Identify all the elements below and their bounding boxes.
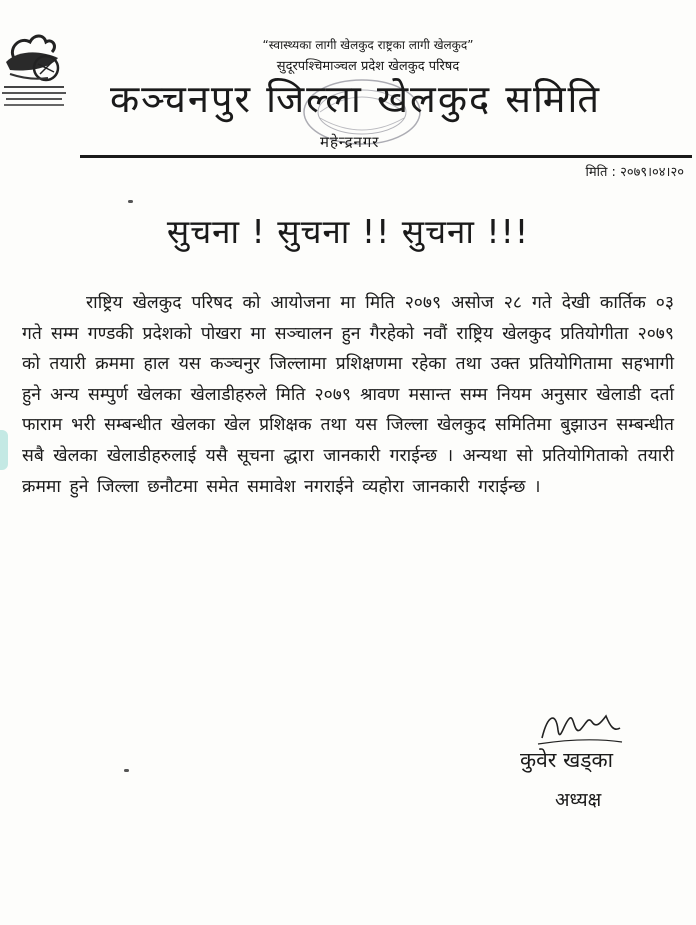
header-slogan: “स्वास्थ्यका लागी खेलकुद राष्ट्रका लागी खेलकुद” [262,38,474,52]
council-name: सुदूरपश्चिमाञ्चल प्रदेश खेलकुद परिषद [276,59,460,74]
notice-heading: सुचना ! सुचना !! सुचना !!! [166,212,530,251]
header-divider [80,155,692,158]
speck [128,200,133,203]
committee-title: कञ्चनपुर जिल्ला खेलकुद समिति [110,77,602,121]
edge-mark [0,430,8,470]
signatory-name: कुवेर खड्का [520,748,614,772]
notice-date: मिति : २०७९।०४।२० [585,165,684,180]
signatory-post: अध्यक्ष [555,789,602,811]
speck [124,769,129,772]
notice-body: राष्ट्रिय खेलकुद परिषद को आयोजना मा मिति २०७९ असोज २८ गते देखी कार्तिक ०३ गते सम्म गण्डकी प्रदेशको पोखरा मा सञ्चालन हुन गैरहेको नवौं राष्ट्रिय खेलकुद प्रतियोगीता २०७९ को तयारी क्रममा हाल यस कञ्चनुर जिल्लामा प्रशिक्षणमा रहेका तथा उक्त प्रतियोगितामा सहभागी हुने अन्य सम्पुर्ण खेलका खेलाडीहरुले मिति २०७९ श्रावण मसान्त सम्म नियम अनुसार खेलाडी दर्ता फाराम भरी सम्बन्धीत खेलका खेल प्रशिक्षक तथा यस जिल्ला खेलकुद समितिमा बुझाउन सम्बन्धीत सबै खेलका खेलाडीहरुलाई यसै सूचना द्धारा जानकारी गराईन्छ । अन्यथा सो प्रतियोगिताको तयारी क्रममा हुने जिल्ला छनौटमा समेत समावेश नगराईने व्यहोरा जानकारी गराईन्छ । [22,293,674,497]
place-name: महेन्द्रनगर [320,133,380,151]
